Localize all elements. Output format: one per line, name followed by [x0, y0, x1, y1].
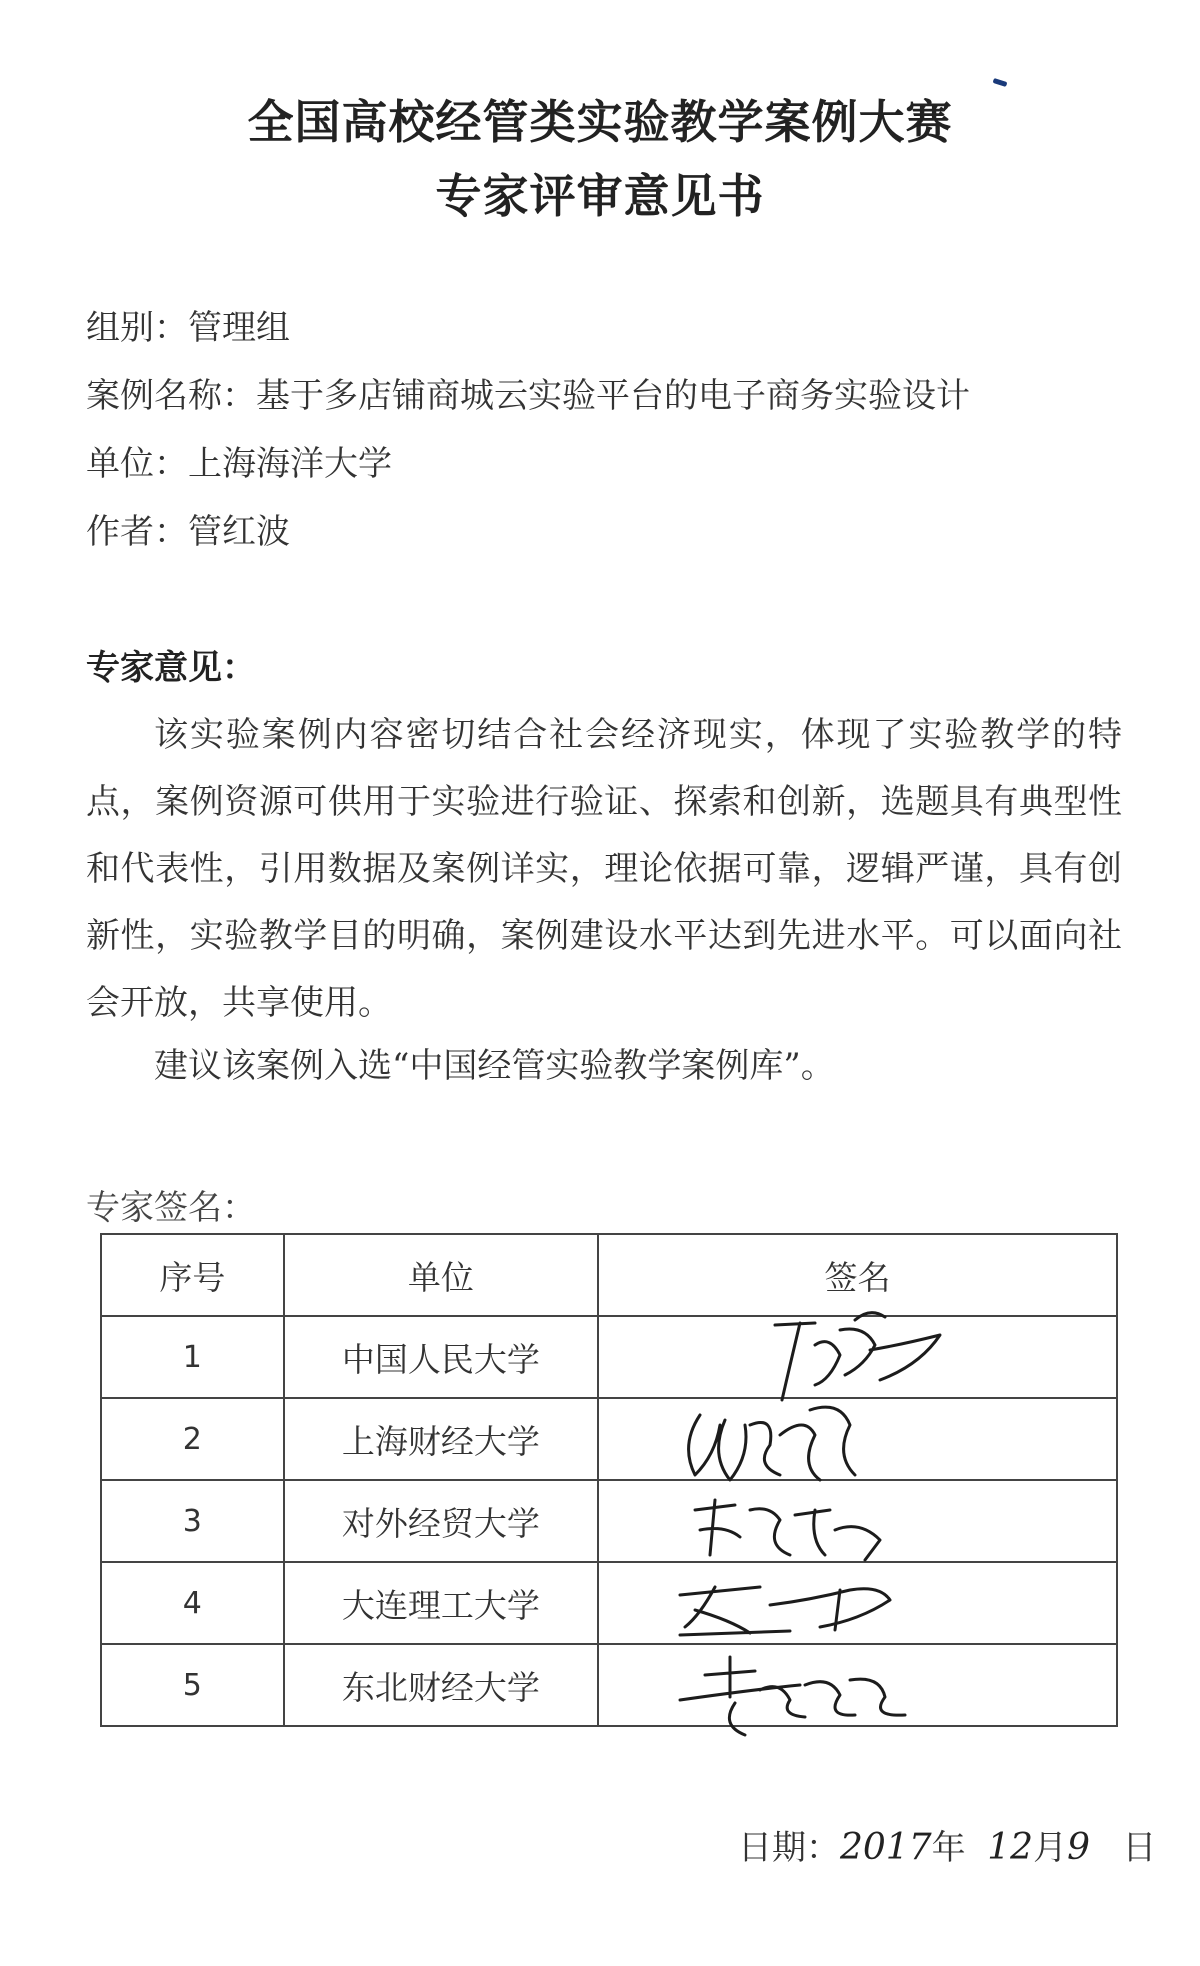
date-label: 日期： [738, 1828, 840, 1868]
date-field [738, 1820, 1156, 1869]
document-subtitle: 专家评审意见书 [435, 169, 765, 223]
date-day: 9 [1067, 1827, 1090, 1868]
group-field [86, 300, 290, 349]
date-month-unit: 月 [1033, 1828, 1068, 1868]
table-header-row [101, 1234, 1117, 1316]
row-index: 2 [101, 1398, 284, 1480]
unit-value: 上海海洋大学 [188, 444, 392, 484]
date-year-unit: 年 [931, 1828, 966, 1868]
table-row [101, 1480, 1117, 1562]
unit-field [86, 436, 392, 485]
author-field [86, 504, 290, 553]
row-index: 3 [101, 1480, 284, 1562]
row-signature-cell [598, 1562, 1117, 1644]
row-index: 5 [101, 1644, 284, 1726]
author-label: 作者： [86, 512, 188, 552]
header-sign: 签名 [598, 1234, 1117, 1316]
document-title: 全国高校经管类实验教学案例大赛 [247, 95, 953, 149]
author-value: 管红波 [188, 512, 290, 552]
row-unit: 上海财经大学 [284, 1398, 598, 1480]
opinion-body: 该实验案例内容密切结合社会经济现实，体现了实验教学的特点，案例资源可供用于实验进行验证、探索和创新，选题具有典型性和代表性，引用数据及案例详实，理论依据可靠，逻辑严谨，具有创新性，实验教学目的明确，案例建设水平达到先进水平。可以面向社会开放，共享使用。 [86, 715, 1122, 1023]
row-unit: 中国人民大学 [284, 1316, 598, 1398]
date-year: 2017 [840, 1827, 932, 1868]
case-name-field [86, 368, 970, 417]
row-signature-cell [598, 1480, 1117, 1562]
row-signature-cell [598, 1644, 1117, 1726]
header-unit: 单位 [284, 1234, 598, 1316]
signature-table [100, 1233, 1118, 1727]
row-index: 1 [101, 1316, 284, 1398]
date-month: 12 [987, 1827, 1034, 1868]
table-row [101, 1644, 1117, 1726]
row-signature-cell [598, 1398, 1117, 1480]
table-row [101, 1398, 1117, 1480]
header-index: 序号 [101, 1234, 284, 1316]
signature-label: 专家签名： [86, 1188, 256, 1228]
group-value: 管理组 [188, 308, 290, 348]
row-unit: 东北财经大学 [284, 1644, 598, 1726]
opinion-suggestion: 建议该案例入选“中国经管实验教学案例库”。 [154, 1046, 835, 1086]
case-name-value: 基于多店铺商城云实验平台的电子商务实验设计 [256, 376, 970, 416]
table-row [101, 1562, 1117, 1644]
opinion-heading: 专家意见： [86, 648, 256, 688]
row-signature-cell [598, 1316, 1117, 1398]
unit-label: 单位： [86, 444, 188, 484]
row-unit: 对外经贸大学 [284, 1480, 598, 1562]
table-row [101, 1316, 1117, 1398]
case-name-label: 案例名称： [86, 376, 256, 416]
row-unit: 大连理工大学 [284, 1562, 598, 1644]
row-index: 4 [101, 1562, 284, 1644]
date-day-unit: 日 [1122, 1828, 1157, 1868]
group-label: 组别： [86, 308, 188, 348]
